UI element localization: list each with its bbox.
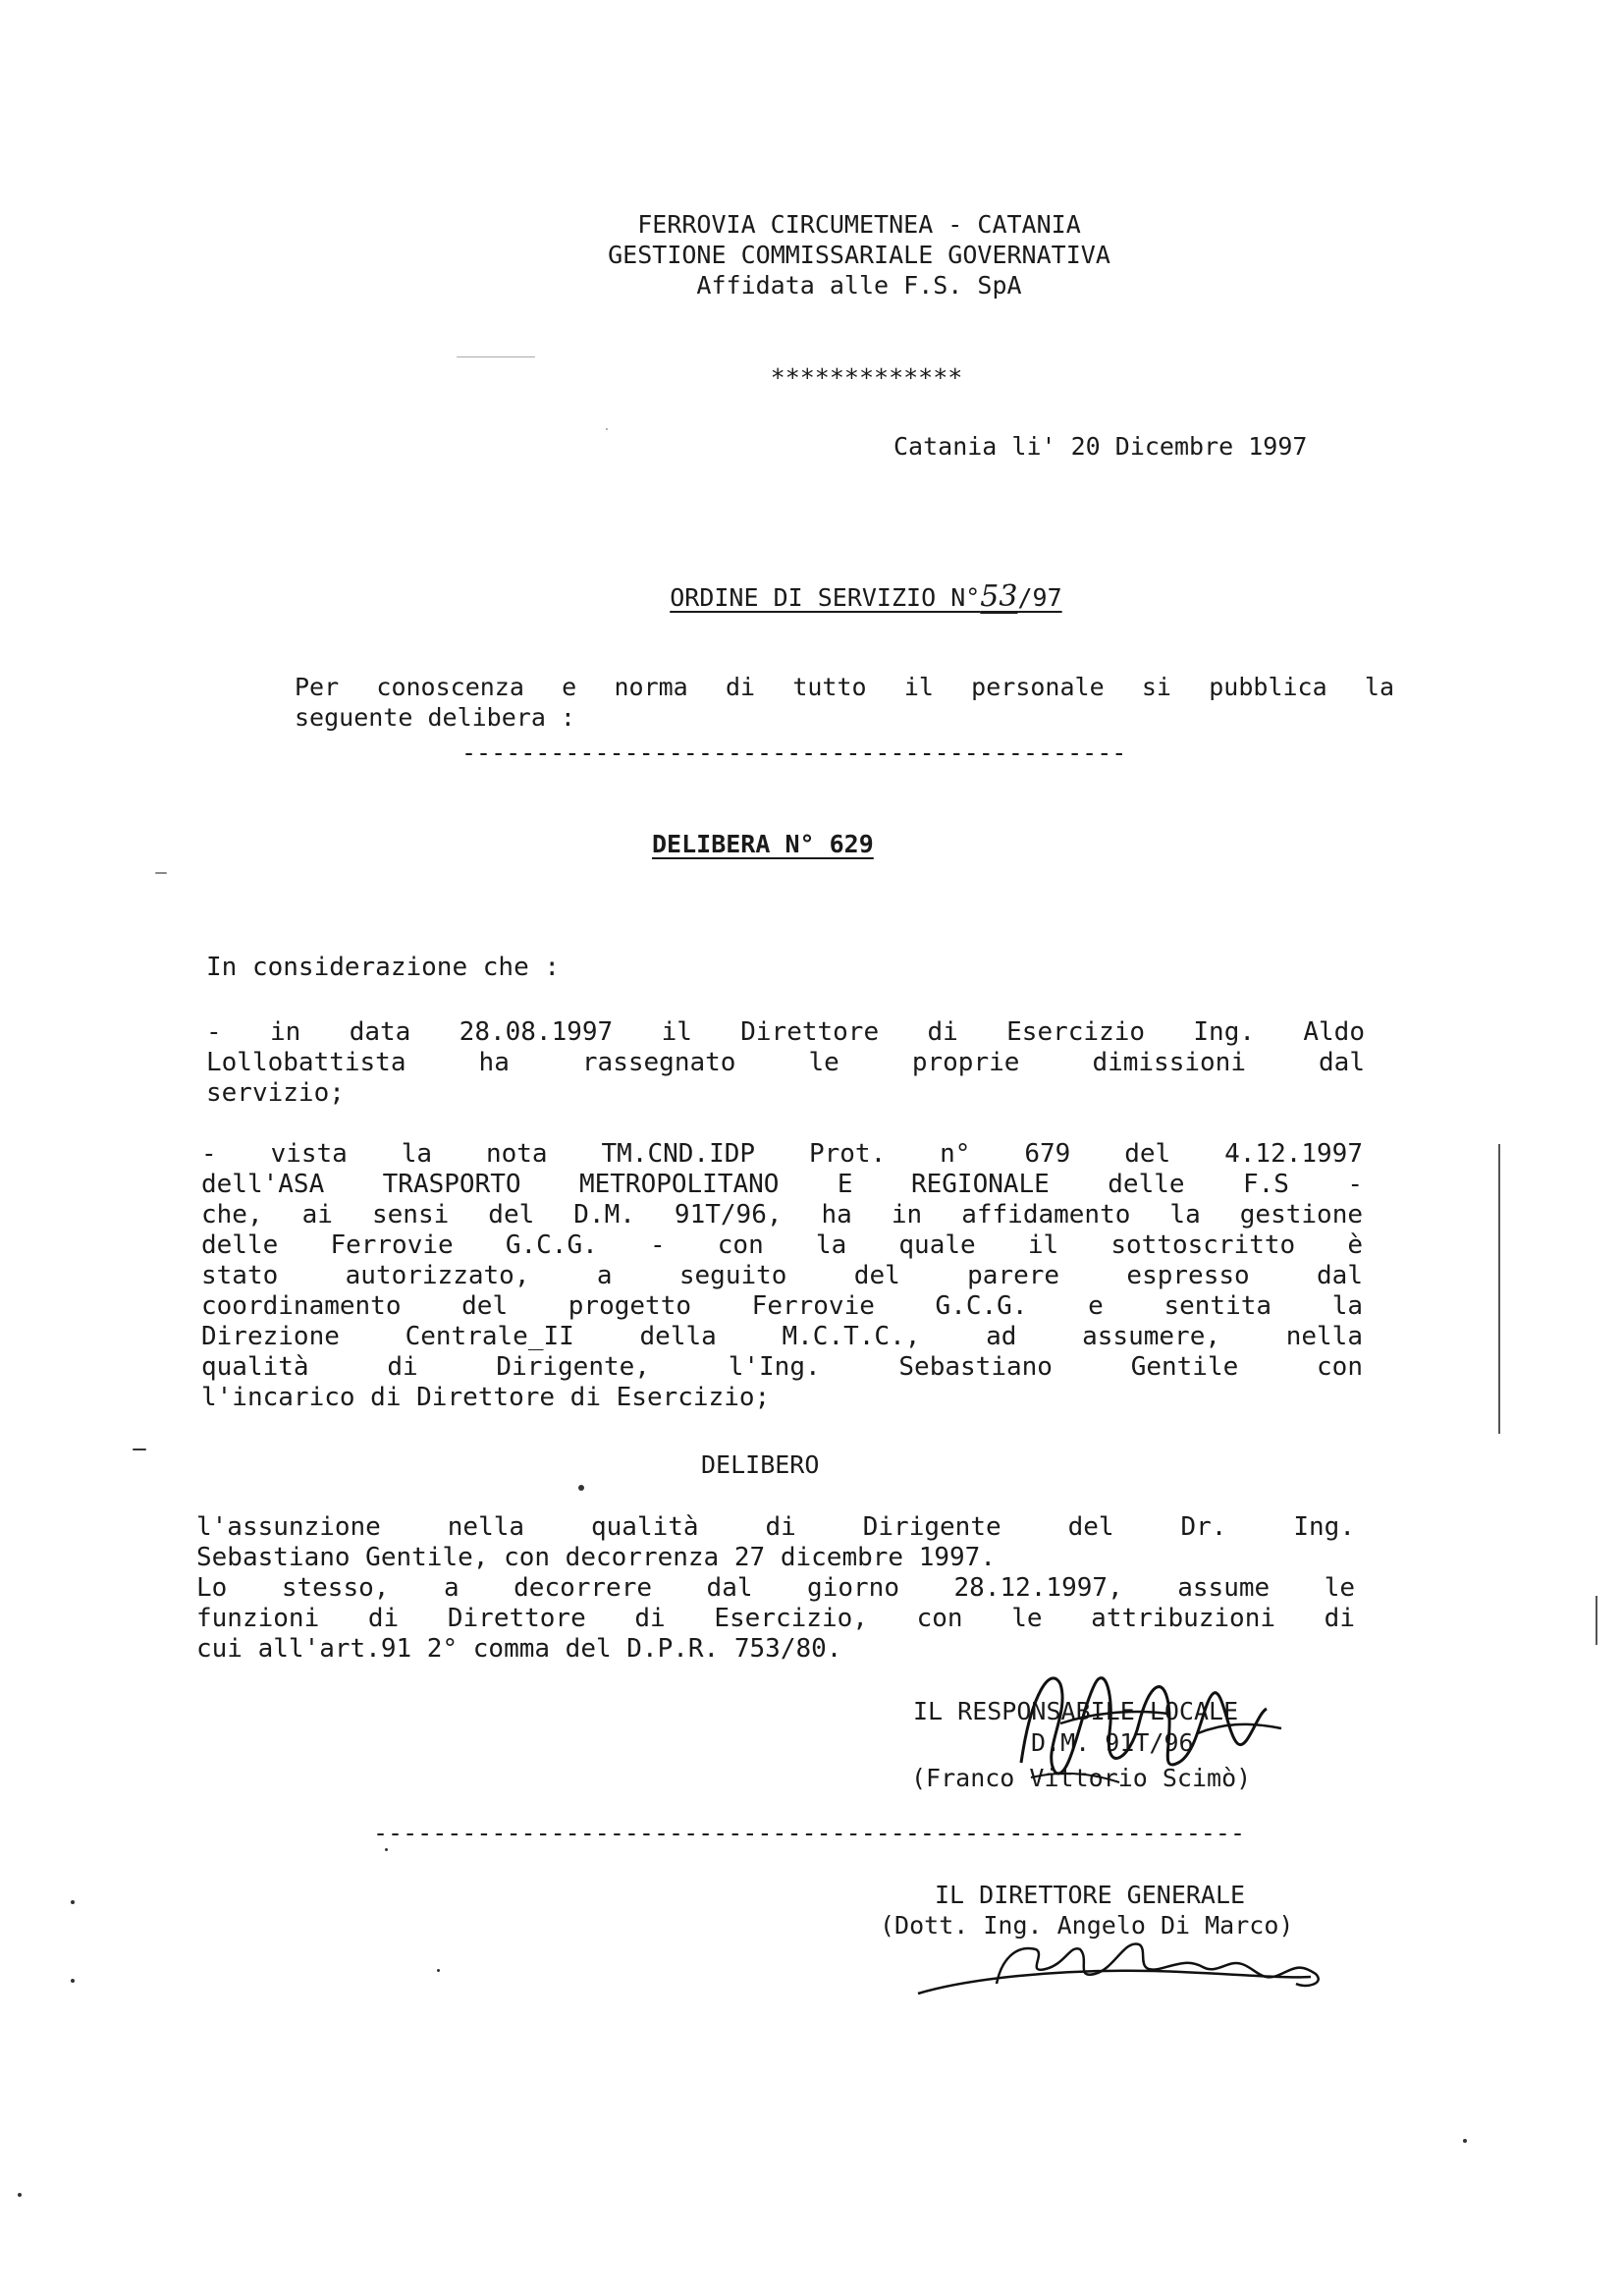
para2-line-7: Direzione Centrale_II della M.C.T.C., ad assumere, nella <box>201 1322 1363 1351</box>
para1-line-1: - in data 28.08.1997 il Direttore di Esercizio Ing. Aldo <box>206 1017 1365 1047</box>
header-stars: ************* <box>770 363 963 392</box>
para2-line-8: qualità di Dirigente, l'Ing. Sebastiano Gentile con <box>201 1352 1363 1382</box>
para1-line-3: servizio; <box>206 1078 345 1108</box>
para3-line-5: cui all'art.91 2° comma del D.P.R. 753/80. <box>196 1634 842 1664</box>
para2-line-5: stato autorizzato, a seguito del parere espresso dal <box>201 1261 1363 1290</box>
scan-speck <box>71 1900 75 1904</box>
signature2-title: IL DIRETTORE GENERALE <box>935 1881 1246 1909</box>
para3-line-2: Sebastiano Gentile, con decorrenza 27 dicembre 1997. <box>196 1543 996 1572</box>
intro-line-1: Per conoscenza e norma di tutto il personale si pubblica la <box>295 673 1394 701</box>
date-line: Catania li' 20 Dicembre 1997 <box>893 432 1308 461</box>
scan-speck <box>133 1449 146 1450</box>
signature1-ref: D.M. 91T/96 <box>1031 1728 1194 1757</box>
para2-line-3: che, ai sensi del D.M. 91T/96, ha in affidamento la gestione <box>201 1200 1363 1230</box>
scan-speck <box>71 1979 75 1983</box>
intro-line-2: seguente delibera : <box>295 703 575 732</box>
order-number-handwritten: 53 <box>980 579 1018 614</box>
scan-speck <box>1463 2139 1467 2143</box>
scan-speck <box>437 1969 440 1972</box>
signature1-scribble <box>1001 1655 1296 1792</box>
scan-speck <box>578 1485 584 1491</box>
para3-line-3: Lo stesso, a decorrere dal giorno 28.12.1997, assume le <box>196 1573 1355 1603</box>
signature2-scribble <box>908 1930 1419 2008</box>
para2-line-1: - vista la nota TM.CND.IDP Prot. n° 679 del 4.12.1997 <box>201 1139 1363 1169</box>
scan-speck <box>155 872 167 874</box>
order-suffix: /97 <box>1017 583 1062 612</box>
header-line-2: GESTIONE COMMISSARIALE GOVERNATIVA <box>608 241 1110 269</box>
delibero-heading: DELIBERO <box>701 1450 820 1479</box>
signature1-title: IL RESPONSABILE LOCALE <box>913 1697 1239 1725</box>
order-title <box>611 553 1062 642</box>
separator-rule: ----------------------------------------------------------- <box>373 1819 1246 1847</box>
considerazione-line: In considerazione che : <box>206 953 561 982</box>
scan-speck <box>457 356 535 357</box>
intro-rule: --------------------------------------------- <box>461 738 1127 767</box>
signature2-name: (Dott. Ing. Angelo Di Marco) <box>880 1911 1294 1940</box>
para2-line-9: l'incarico di Direttore di Esercizio; <box>201 1383 771 1412</box>
para2-line-4: delle Ferrovie G.C.G. - con la quale il sottoscritto è <box>201 1230 1363 1260</box>
para3-line-4: funzioni di Direttore di Esercizio, con le attribuzioni di <box>196 1604 1355 1633</box>
scan-speck <box>385 1848 388 1851</box>
scan-mark-vertical-2 <box>1596 1596 1597 1645</box>
signature1-name: (Franco Vittorio Scimò) <box>911 1764 1252 1792</box>
header-line-1: FERROVIA CIRCUMETNEA - CATANIA <box>637 210 1081 239</box>
para3-line-1: l'assunzione nella qualità di Dirigente del Dr. Ing. <box>196 1512 1355 1542</box>
order-label: ORDINE DI SERVIZIO N° <box>670 583 981 612</box>
scan-speck <box>606 428 608 430</box>
scan-mark-vertical-1 <box>1498 1144 1500 1434</box>
scan-speck <box>18 2193 22 2197</box>
delibera-title: DELIBERA N° 629 <box>652 830 874 858</box>
header-line-3: Affidata alle F.S. SpA <box>696 271 1022 300</box>
para2-line-2: dell'ASA TRASPORTO METROPOLITANO E REGIONALE delle F.S - <box>201 1170 1363 1199</box>
para1-line-2: Lollobattista ha rassegnato le proprie dimissioni dal <box>206 1048 1365 1077</box>
para2-line-6: coordinamento del progetto Ferrovie G.C.G. e sentita la <box>201 1291 1363 1321</box>
